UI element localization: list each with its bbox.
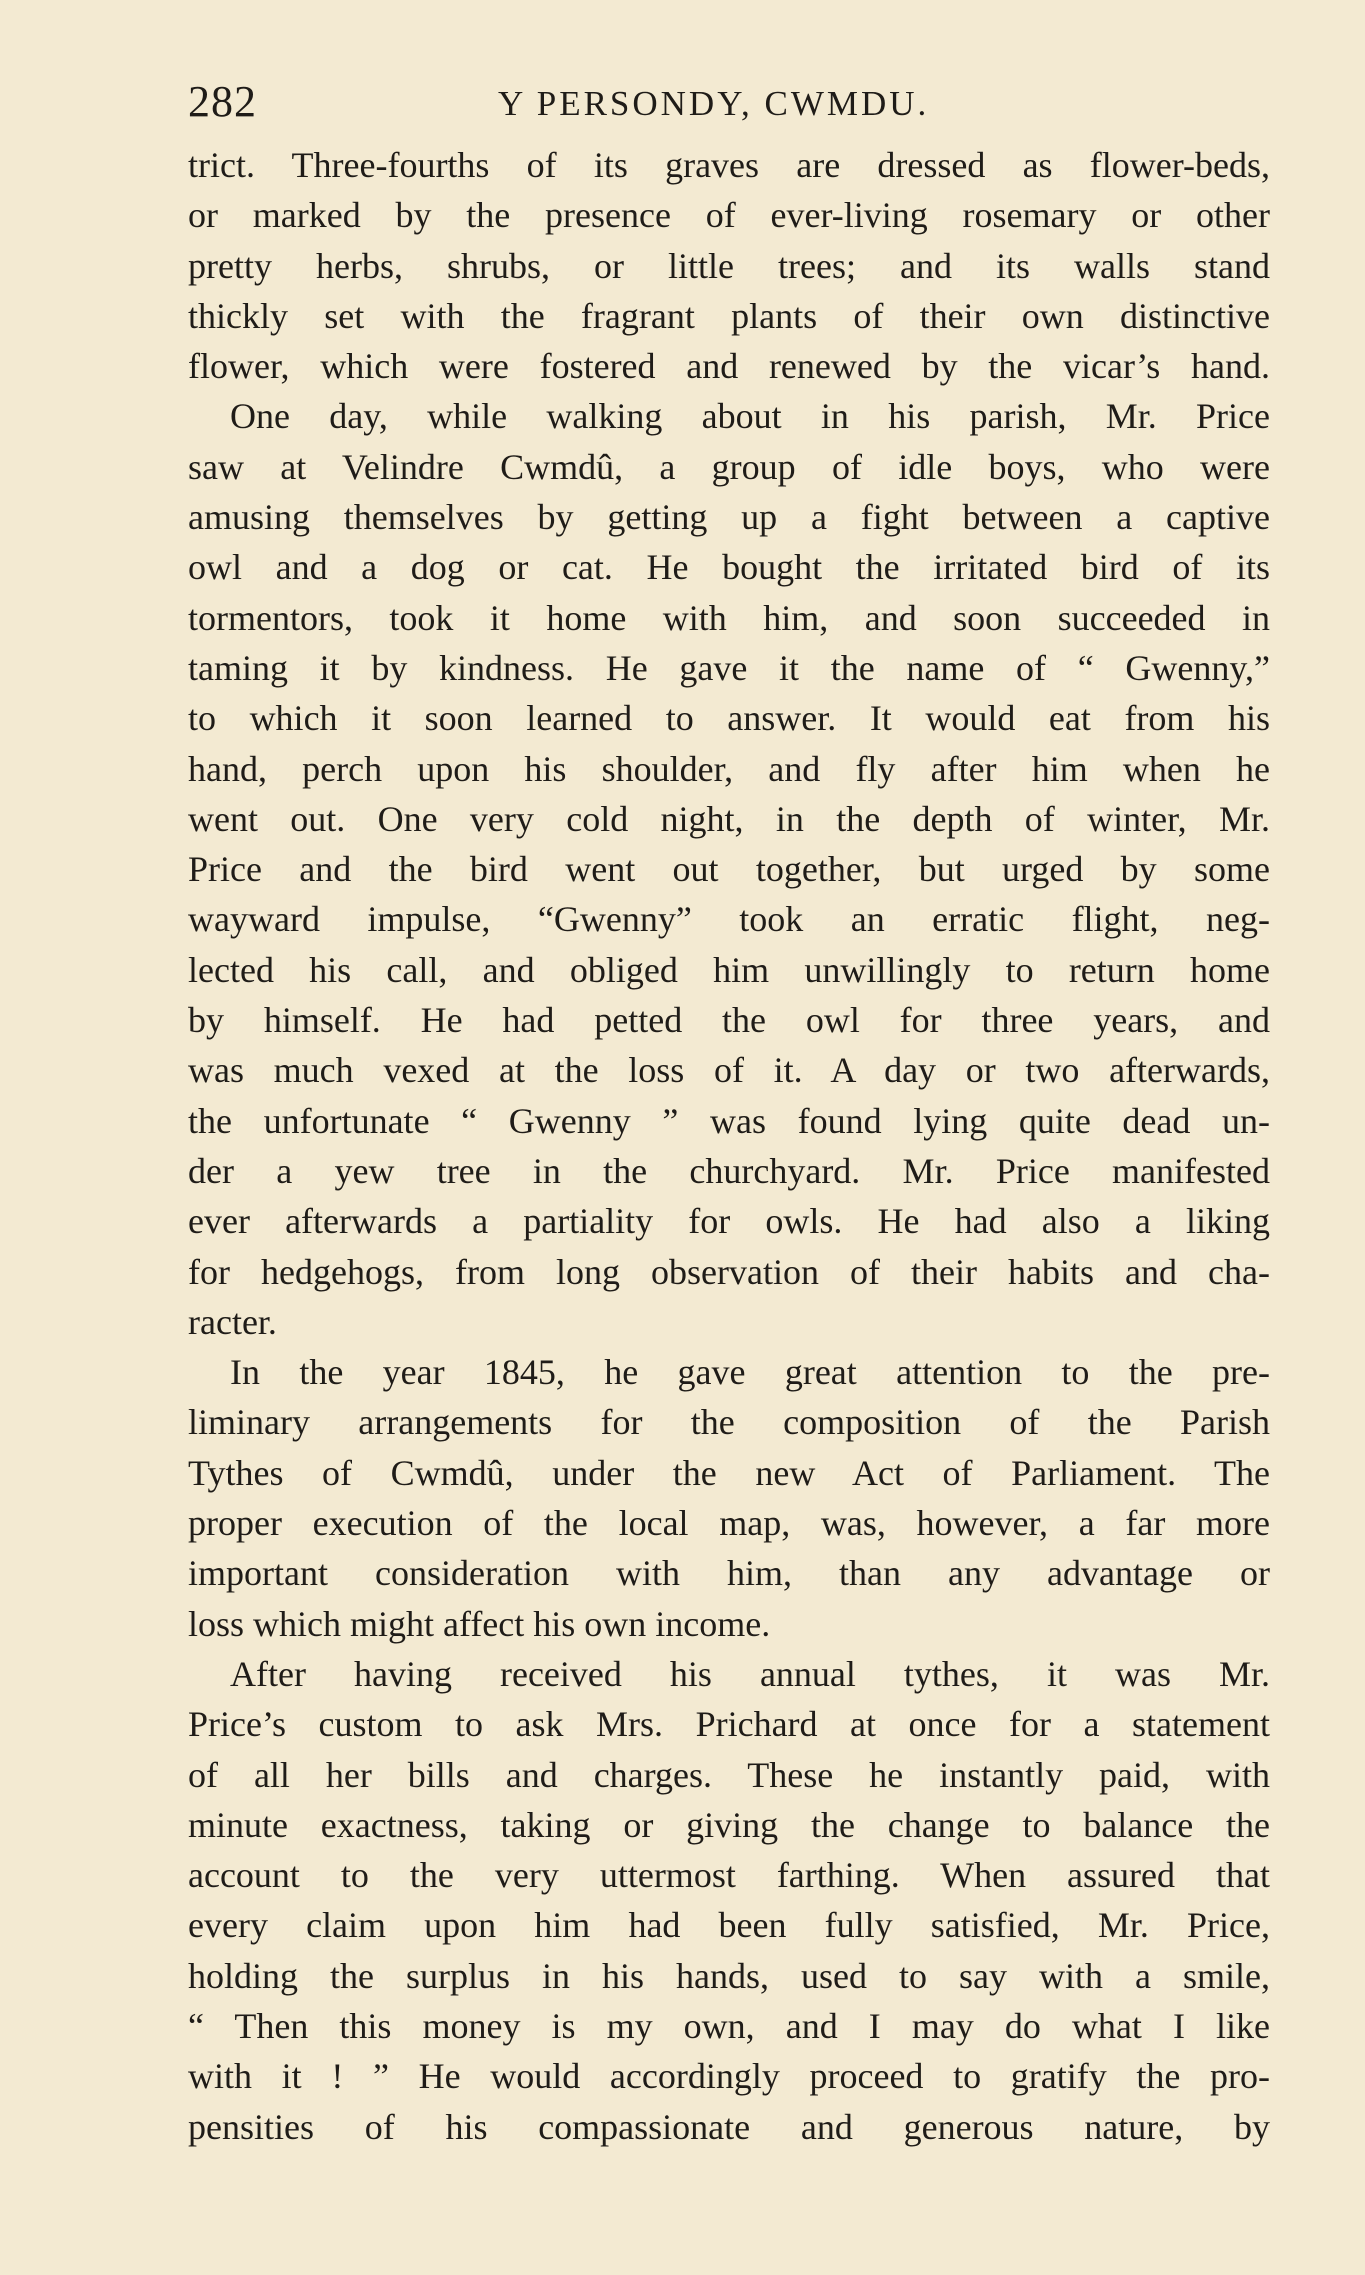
text-line: holding the surplus in his hands, used to say with a smile, — [188, 1955, 1270, 1996]
text-line: taming it by kindness. He gave it the name of “ Gwenny,” — [188, 647, 1270, 688]
text-line: hand, perch upon his shoulder, and fly after him when he — [188, 748, 1270, 789]
text-line: the unfortunate “ Gwenny ” was found lying quite dead un- — [188, 1100, 1270, 1141]
text-line: racter. — [188, 1301, 277, 1342]
text-line: amusing themselves by getting up a fight between a captive — [188, 497, 1270, 538]
text-line: for hedgehogs, from long observation of their habits and cha- — [188, 1251, 1270, 1292]
text-line: Price’s custom to ask Mrs. Prichard at once for a statement — [188, 1704, 1270, 1745]
text-line: ever afterwards a partiality for owls. He had also a liking — [188, 1201, 1270, 1242]
text-line: liminary arrangements for the composition of the Parish — [188, 1402, 1270, 1443]
text-line: loss which might affect his own income. — [188, 1603, 771, 1644]
text-line: lected his call, and obliged him unwillingly to return home — [188, 949, 1270, 990]
text-line: trict. Three-fourths of its graves are dressed as flower-beds, — [188, 145, 1270, 185]
text-line: One day, while walking about in his parish, Mr. Price — [230, 396, 1270, 437]
text-line: proper execution of the local map, was, however, a far more — [188, 1503, 1270, 1544]
text-line: flower, which were fostered and renewed by the vicar’s hand. — [188, 346, 1270, 387]
text-line: of all her bills and charges. These he instantly paid, with — [188, 1754, 1270, 1795]
text-line: was much vexed at the loss of it. A day or two afterwards, — [188, 1050, 1270, 1091]
text-line: saw at Velindre Cwmdû, a group of idle boys, who were — [188, 446, 1270, 487]
text-line: “ Then this money is my own, and I may do what I like — [188, 2005, 1270, 2046]
page-number: 282 — [188, 77, 257, 126]
text-line: Tythes of Cwmdû, under the new Act of Parliament. The — [188, 1452, 1270, 1493]
text-line: important consideration with him, than any advantage or — [188, 1553, 1270, 1594]
text-line: After having received his annual tythes, it was Mr. — [230, 1653, 1270, 1694]
text-line: thickly set with the fragrant plants of their own distinctive — [188, 295, 1270, 336]
text-line: by himself. He had petted the owl for three years, and — [188, 1000, 1270, 1041]
text-line: tormentors, took it home with him, and soon succeeded in — [188, 597, 1270, 638]
text-line: der a yew tree in the churchyard. Mr. Price manifested — [188, 1150, 1270, 1191]
running-head — [188, 72, 1270, 132]
text-line: owl and a dog or cat. He bought the irritated bird of its — [188, 547, 1270, 588]
text-line: went out. One very cold night, in the depth of winter, Mr. — [188, 798, 1270, 839]
text-line: to which it soon learned to answer. It would eat from his — [188, 698, 1270, 739]
text-line: pensities of his compassionate and generous nature, by — [188, 2106, 1270, 2147]
text-line: account to the very uttermost farthing. When assured that — [188, 1855, 1270, 1896]
text-line: In the year 1845, he gave great attention to the pre- — [230, 1352, 1270, 1393]
text-line: Price and the bird went out together, but urged by some — [188, 849, 1270, 890]
text-line: pretty herbs, shrubs, or little trees; and its walls stand — [188, 245, 1270, 286]
text-line: with it ! ” He would accordingly proceed to gratify the pro- — [188, 2056, 1270, 2097]
text-line: minute exactness, taking or giving the change to balance the — [188, 1804, 1270, 1845]
text-line: wayward impulse, “Gwenny” took an erratic flight, neg- — [188, 899, 1270, 940]
running-title: Y PERSONDY, CWMDU. — [498, 84, 930, 123]
body-text — [188, 140, 1270, 2152]
text-line: or marked by the presence of ever-living rosemary or other — [188, 195, 1270, 236]
text-line: every claim upon him had been fully satisfied, Mr. Price, — [188, 1905, 1270, 1946]
